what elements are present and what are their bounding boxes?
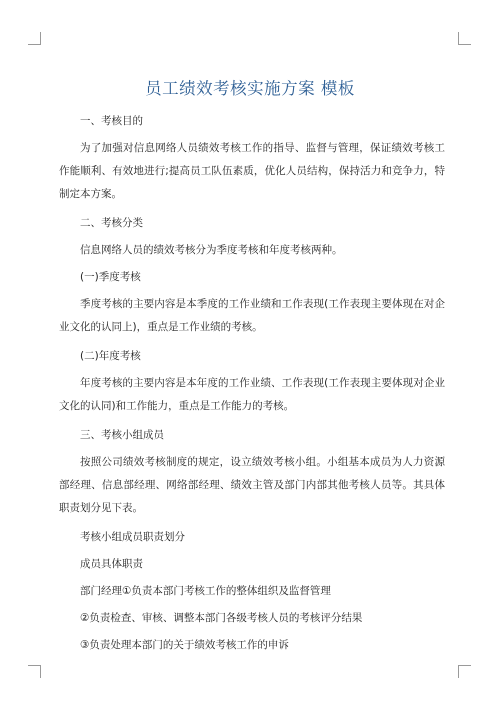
duty-line-3: ③负责处理本部门的关于绩效考核工作的申诉	[80, 639, 289, 651]
table-caption: 考核小组成员职责划分	[80, 531, 185, 543]
paragraph-team: 按照公司绩效考核制度的规定，设立绩效考核小组。小组基本成员为人力资源部经理、信息部经理、网络部经理、绩效主管及部门内部其他考核人员等。其具体职责划分见下表。	[59, 456, 445, 514]
duty-line-1: 部门经理①负责本部门考核工作的整体组织及监督管理	[80, 585, 331, 597]
subheading-quarterly: (一)季度考核	[80, 271, 141, 283]
crop-mark-bottom-left	[28, 665, 41, 678]
crop-mark-top-left	[28, 32, 41, 45]
paragraph-classification: 信息网络人员的绩效考核分为季度考核和年度考核两种。	[80, 244, 343, 256]
paragraph-annual: 年度考核的主要内容是本年度的工作业绩、工作表现(工作表现主要体现对企业文化的认同)和工作能力，重点是工作能力的考核。	[59, 377, 445, 412]
paragraph-quarterly: 季度考核的主要内容是本季度的工作业绩和工作表现(工作表现主要体现在对企业文化的认同上)，重点是工作业绩的考核。	[59, 298, 445, 333]
paragraph-purpose: 为了加强对信息网络人员绩效考核工作的指导、监督与管理，保证绩效考核工作能顺利、有效地进行;提高员工队伍素质，优化人员结构，保持活力和竞争力，特制定本方案。	[59, 142, 445, 200]
document-body	[59, 110, 445, 661]
section-heading-team: 三、考核小组成员	[80, 429, 164, 441]
section-heading-purpose: 一、考核目的	[80, 115, 143, 127]
section-heading-classification: 二、考核分类	[80, 217, 143, 229]
table-header: 成员具体职责	[80, 558, 143, 570]
subheading-annual: (二)年度考核	[80, 350, 141, 362]
crop-mark-top-right	[458, 32, 471, 45]
duty-line-2: ②负责检查、审核、调整本部门各级考核人员的考核评分结果	[80, 612, 363, 624]
document-title: 员工绩效考核实施方案 模板	[145, 79, 355, 99]
crop-mark-bottom-right	[458, 665, 471, 678]
